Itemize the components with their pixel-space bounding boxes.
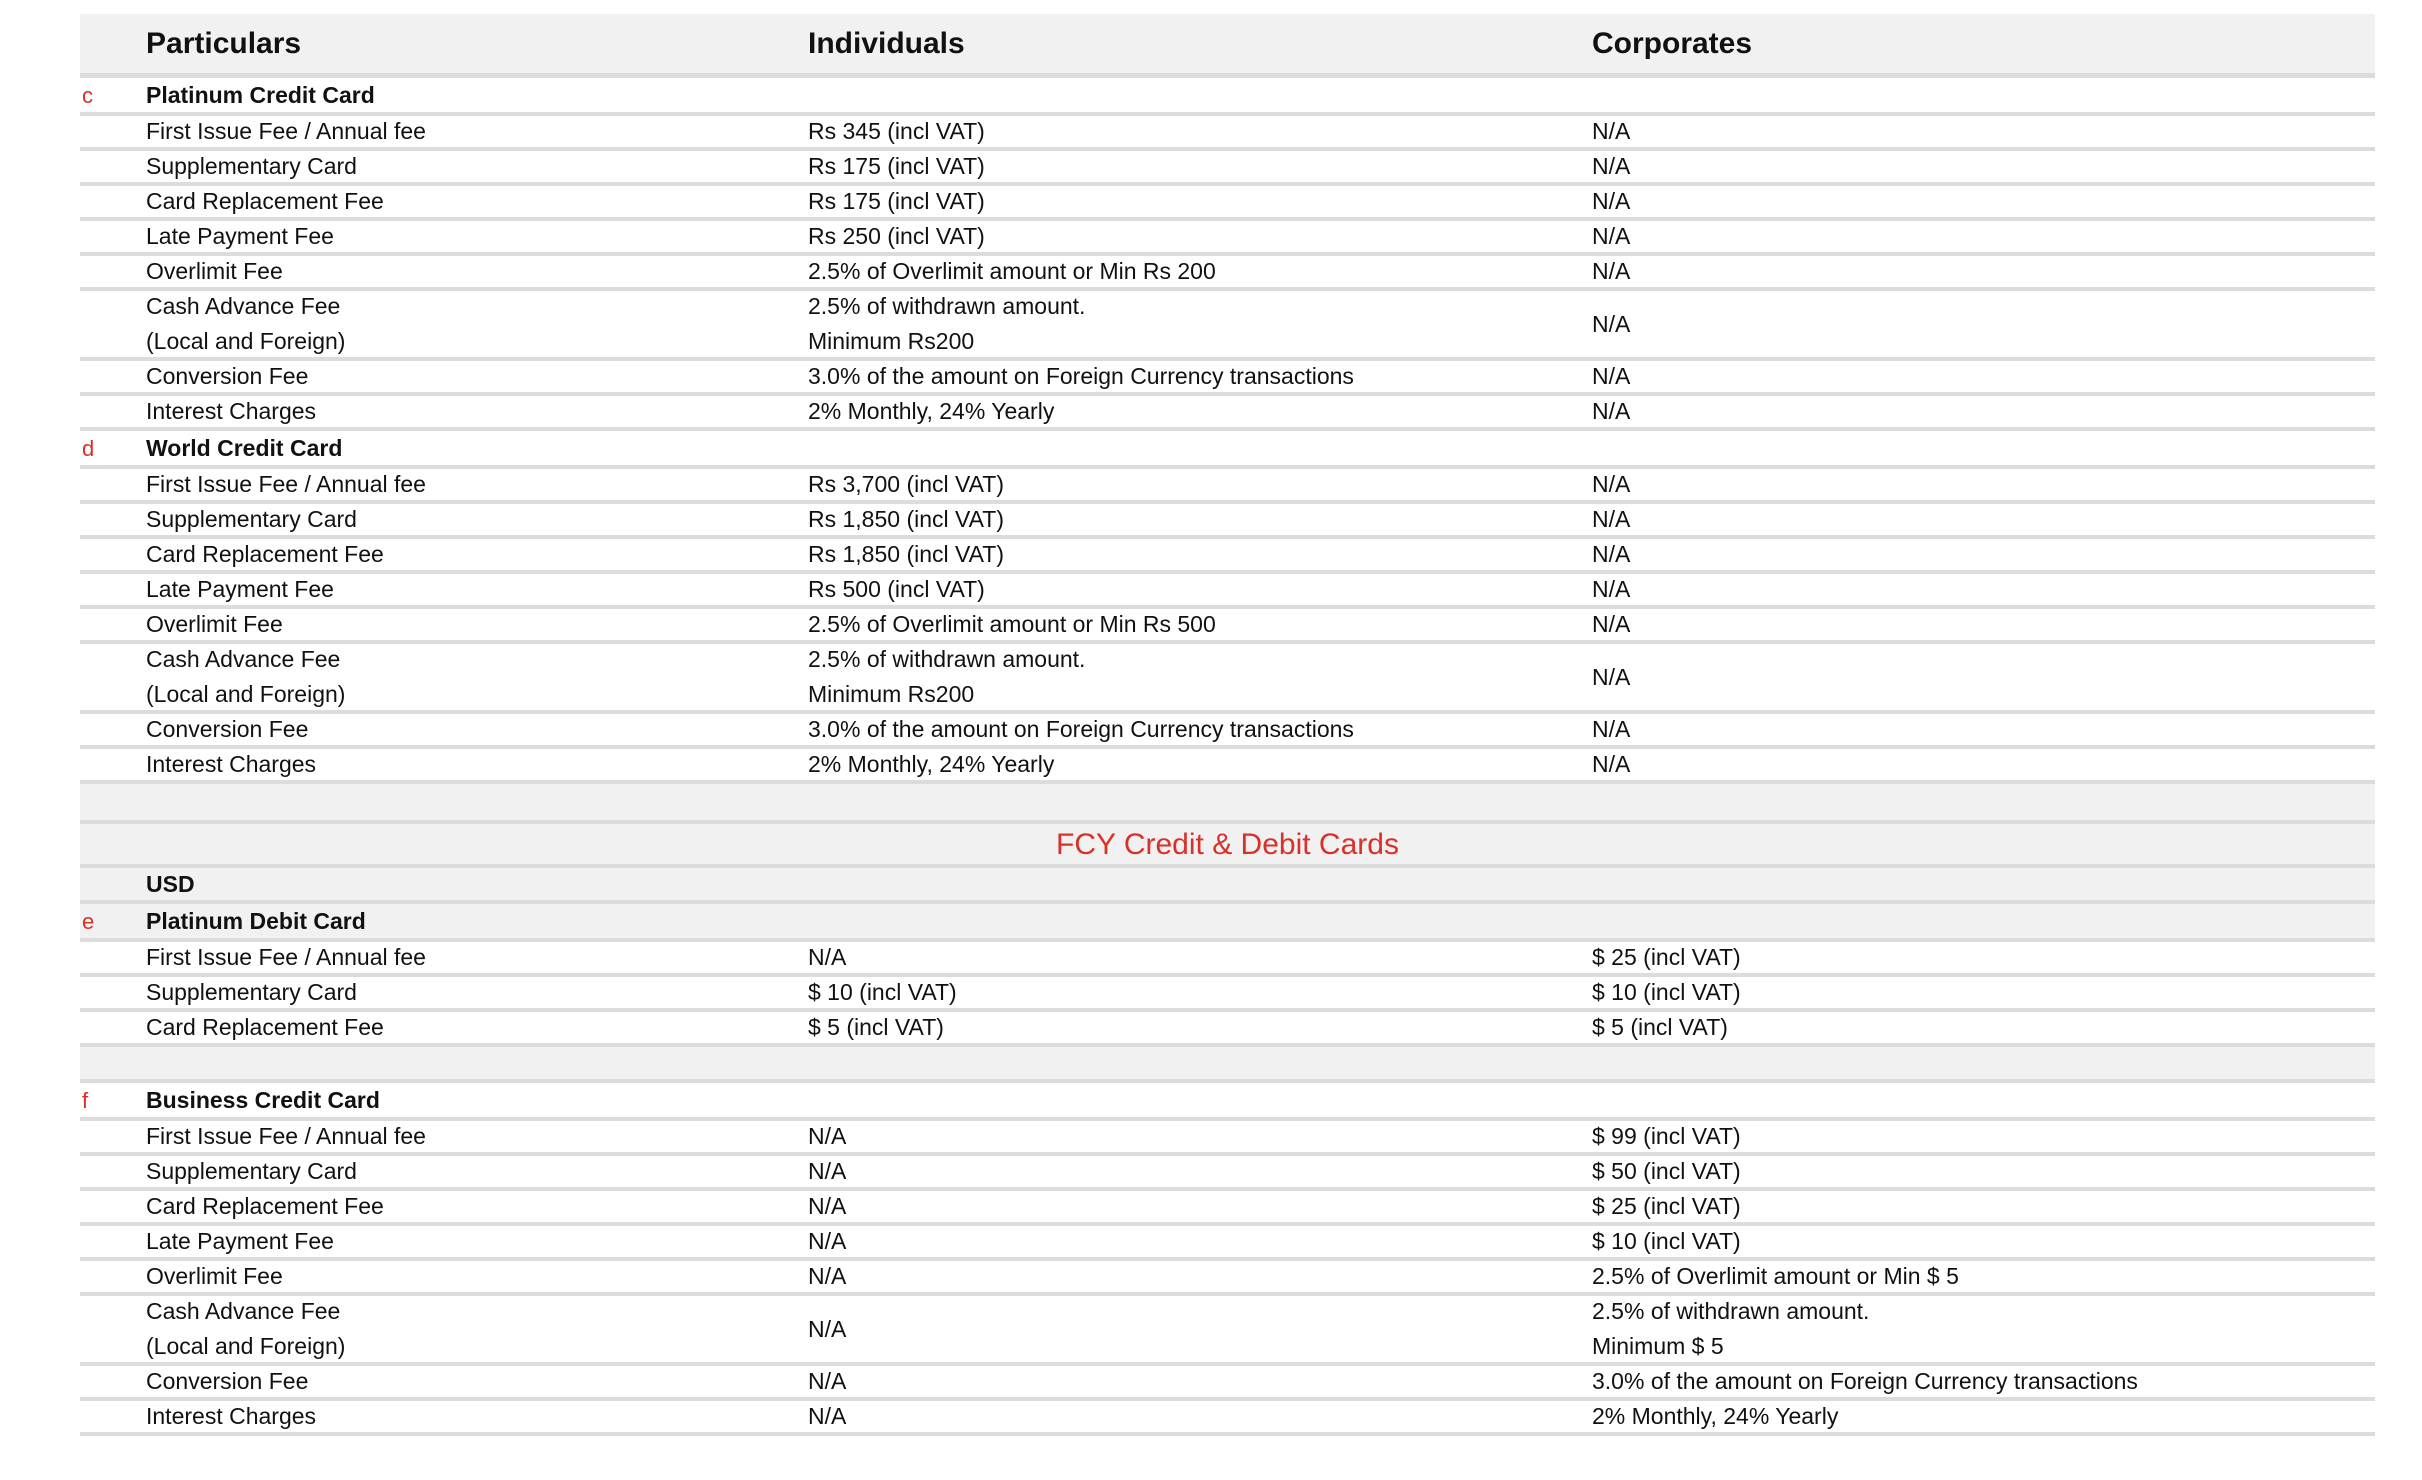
corporates-cell-line: N/A [1592, 188, 1631, 214]
individuals-cell [808, 396, 1578, 427]
particular-cell [146, 1366, 786, 1397]
individuals-cell-line: Rs 1,850 (incl VAT) [808, 541, 1004, 567]
table-row [80, 1226, 2375, 1261]
corporates-cell-line: N/A [1592, 398, 1631, 424]
particular-cell-line: First Issue Fee / Annual fee [146, 944, 426, 970]
individuals-cell-line: Rs 1,850 (incl VAT) [808, 506, 1004, 532]
individuals-cell-line: Minimum Rs200 [808, 328, 975, 354]
corporates-cell [1592, 256, 2352, 287]
individuals-cell [808, 609, 1578, 640]
corporates-cell-line: $ 25 (incl VAT) [1592, 1193, 1741, 1219]
table-row [80, 469, 2375, 504]
individuals-cell-line: Rs 175 (incl VAT) [808, 188, 985, 214]
table-row [80, 396, 2375, 431]
individuals-cell-line: N/A [808, 1123, 847, 1149]
individuals-cell [808, 151, 1578, 182]
corporates-cell [1592, 609, 2352, 640]
individuals-cell-line: Rs 3,700 (incl VAT) [808, 471, 1004, 497]
particular-cell [146, 361, 786, 392]
individuals-cell [808, 221, 1578, 252]
corporates-cell-line: N/A [1592, 223, 1631, 249]
corporates-cell [1592, 1226, 2352, 1257]
corporates-cell [1592, 1366, 2352, 1397]
particular-cell [146, 221, 786, 252]
particular-cell [146, 291, 786, 357]
section-title-row [80, 78, 2375, 116]
section-title: Platinum Credit Card [146, 81, 375, 108]
individuals-cell [808, 942, 1578, 973]
table-row [80, 942, 2375, 977]
particular-cell-line: First Issue Fee / Annual fee [146, 471, 426, 497]
particular-cell-line: Late Payment Fee [146, 223, 334, 249]
particular-cell [146, 1261, 786, 1292]
particular-cell [146, 504, 786, 535]
corporates-cell [1592, 574, 2352, 605]
individuals-cell [808, 1156, 1578, 1187]
individuals-cell [808, 1296, 1578, 1362]
fcy-banner: FCY Credit & Debit Cards [1056, 827, 1399, 861]
particular-cell-line: Card Replacement Fee [146, 188, 384, 214]
particular-cell-line: Cash Advance Fee [146, 1298, 341, 1324]
particular-cell-line: Interest Charges [146, 751, 317, 777]
corporates-cell-line: N/A [1592, 663, 1631, 690]
individuals-cell [808, 291, 1578, 357]
corporates-cell-line: Minimum $ 5 [1592, 1333, 1724, 1359]
individuals-cell-line: Rs 175 (incl VAT) [808, 153, 985, 179]
header-corporates: Corporates [1592, 27, 1753, 60]
particular-cell-line: Cash Advance Fee [146, 293, 341, 319]
corporates-cell [1592, 116, 2352, 147]
individuals-cell-line: N/A [808, 1368, 847, 1394]
particular-cell-line: Conversion Fee [146, 363, 309, 389]
table-row [80, 1121, 2375, 1156]
corporates-cell [1592, 942, 2352, 973]
spacer-row [80, 784, 2375, 824]
spacer-row [80, 1047, 2375, 1083]
individuals-cell [808, 1261, 1578, 1292]
particular-cell-line: Interest Charges [146, 1403, 317, 1429]
individuals-cell-line: 2% Monthly, 24% Yearly [808, 751, 1055, 777]
individuals-cell [808, 504, 1578, 535]
particular-cell [146, 469, 786, 500]
particular-cell-line: Supplementary Card [146, 506, 357, 532]
corporates-cell-line: N/A [1592, 716, 1631, 742]
corporates-cell-line: 2% Monthly, 24% Yearly [1592, 1403, 1839, 1429]
table-row [80, 1156, 2375, 1191]
particular-cell [146, 609, 786, 640]
section-title: Business Credit Card [146, 1086, 380, 1113]
individuals-cell [808, 749, 1578, 780]
corporates-cell-line: N/A [1592, 258, 1631, 284]
table-row [80, 574, 2375, 609]
particular-cell-line: Overlimit Fee [146, 1263, 283, 1289]
corporates-cell [1592, 539, 2352, 570]
corporates-cell [1592, 714, 2352, 745]
individuals-cell-line: 2.5% of withdrawn amount. [808, 293, 1086, 319]
table-header-row [80, 14, 2375, 78]
corporates-cell [1592, 151, 2352, 182]
particular-cell-line: Supplementary Card [146, 979, 357, 1005]
particular-cell [146, 1296, 786, 1362]
table-row [80, 221, 2375, 256]
corporates-cell-line: N/A [1592, 363, 1631, 389]
individuals-cell [808, 469, 1578, 500]
individuals-cell [808, 1366, 1578, 1397]
corporates-cell [1592, 1401, 2352, 1432]
particular-cell-line: (Local and Foreign) [146, 1333, 346, 1359]
individuals-cell-line: Minimum Rs200 [808, 681, 975, 707]
particular-cell-line: First Issue Fee / Annual fee [146, 1123, 426, 1149]
table-row [80, 1012, 2375, 1047]
corporates-cell [1592, 361, 2352, 392]
individuals-cell-line: Rs 500 (incl VAT) [808, 576, 985, 602]
particular-cell-line: Card Replacement Fee [146, 541, 384, 567]
corporates-cell [1592, 469, 2352, 500]
particular-cell-line: Conversion Fee [146, 1368, 309, 1394]
particular-cell [146, 1191, 786, 1222]
individuals-cell [808, 574, 1578, 605]
table-row [80, 714, 2375, 749]
individuals-cell-line: $ 10 (incl VAT) [808, 979, 957, 1005]
corporates-cell-line: N/A [1592, 506, 1631, 532]
usd-label: USD [146, 870, 195, 897]
section-marker: c [82, 82, 93, 108]
individuals-cell [808, 361, 1578, 392]
individuals-cell-line: N/A [808, 1315, 847, 1342]
particular-cell-line: (Local and Foreign) [146, 681, 346, 707]
particular-cell [146, 151, 786, 182]
particular-cell [146, 977, 786, 1008]
corporates-cell [1592, 977, 2352, 1008]
corporates-cell-line: N/A [1592, 118, 1631, 144]
individuals-cell [808, 116, 1578, 147]
table-row [80, 116, 2375, 151]
table-row [80, 151, 2375, 186]
particular-cell-line: Late Payment Fee [146, 576, 334, 602]
corporates-cell-line: N/A [1592, 541, 1631, 567]
section-world-credit-card [80, 431, 2375, 784]
corporates-cell [1592, 504, 2352, 535]
individuals-cell [808, 186, 1578, 217]
corporates-cell [1592, 644, 2352, 710]
table-row [80, 1366, 2375, 1401]
table-row [80, 644, 2375, 714]
corporates-cell-line: N/A [1592, 576, 1631, 602]
individuals-cell [808, 1012, 1578, 1043]
corporates-cell [1592, 221, 2352, 252]
particular-cell [146, 1226, 786, 1257]
section-marker: e [82, 908, 95, 934]
individuals-cell-line: 2.5% of withdrawn amount. [808, 646, 1086, 672]
particular-cell-line: Card Replacement Fee [146, 1193, 384, 1219]
corporates-cell [1592, 1012, 2352, 1043]
particular-cell-line: Cash Advance Fee [146, 646, 341, 672]
corporates-cell-line: $ 25 (incl VAT) [1592, 944, 1741, 970]
usd-row [80, 868, 2375, 904]
particular-cell [146, 1156, 786, 1187]
corporates-cell-line: N/A [1592, 611, 1631, 637]
individuals-cell-line: N/A [808, 1193, 847, 1219]
section-platinum-debit-card [80, 904, 2375, 1047]
individuals-cell [808, 714, 1578, 745]
table-row [80, 1261, 2375, 1296]
particular-cell [146, 749, 786, 780]
particular-cell-line: Card Replacement Fee [146, 1014, 384, 1040]
particular-cell-line: (Local and Foreign) [146, 328, 346, 354]
corporates-cell-line: $ 50 (incl VAT) [1592, 1158, 1741, 1184]
individuals-cell [808, 1121, 1578, 1152]
individuals-cell [808, 1401, 1578, 1432]
corporates-cell-line: N/A [1592, 310, 1631, 337]
particular-cell-line: Conversion Fee [146, 716, 309, 742]
corporates-cell-line: $ 10 (incl VAT) [1592, 979, 1741, 1005]
table-row [80, 361, 2375, 396]
individuals-cell [808, 644, 1578, 710]
individuals-cell-line: 3.0% of the amount on Foreign Currency transactions [808, 716, 1354, 742]
particular-cell-line: Interest Charges [146, 398, 317, 424]
particular-cell [146, 116, 786, 147]
particular-cell-line: Late Payment Fee [146, 1228, 334, 1254]
individuals-cell [808, 977, 1578, 1008]
individuals-cell-line: N/A [808, 1263, 847, 1289]
particular-cell [146, 1401, 786, 1432]
particular-cell [146, 574, 786, 605]
particular-cell [146, 539, 786, 570]
corporates-cell-line: 3.0% of the amount on Foreign Currency transactions [1592, 1368, 2138, 1394]
individuals-cell [808, 539, 1578, 570]
corporates-cell [1592, 1156, 2352, 1187]
table-row [80, 1296, 2375, 1366]
fee-table [80, 14, 2375, 1436]
section-title: Platinum Debit Card [146, 907, 366, 934]
corporates-cell [1592, 291, 2352, 357]
corporates-cell-line: 2.5% of withdrawn amount. [1592, 1298, 1870, 1324]
individuals-cell-line: Rs 250 (incl VAT) [808, 223, 985, 249]
particular-cell [146, 1012, 786, 1043]
particular-cell [146, 256, 786, 287]
particular-cell [146, 714, 786, 745]
corporates-cell [1592, 1121, 2352, 1152]
individuals-cell-line: 2.5% of Overlimit amount or Min Rs 200 [808, 258, 1216, 284]
individuals-cell-line: N/A [808, 1228, 847, 1254]
table-row [80, 186, 2375, 221]
table-row [80, 749, 2375, 784]
particular-cell-line: Overlimit Fee [146, 611, 283, 637]
table-row [80, 291, 2375, 361]
corporates-cell-line: N/A [1592, 751, 1631, 777]
individuals-cell [808, 1191, 1578, 1222]
section-title: World Credit Card [146, 434, 343, 461]
corporates-cell [1592, 749, 2352, 780]
particular-cell [146, 186, 786, 217]
particular-cell-line: First Issue Fee / Annual fee [146, 118, 426, 144]
individuals-cell-line: 3.0% of the amount on Foreign Currency transactions [808, 363, 1354, 389]
particular-cell-line: Supplementary Card [146, 1158, 357, 1184]
individuals-cell [808, 256, 1578, 287]
table-row [80, 1401, 2375, 1436]
particular-cell-line: Overlimit Fee [146, 258, 283, 284]
corporates-cell-line: 2.5% of Overlimit amount or Min $ 5 [1592, 1263, 1959, 1289]
table-row [80, 1191, 2375, 1226]
table-row [80, 256, 2375, 291]
corporates-cell [1592, 1261, 2352, 1292]
section-marker: f [82, 1087, 89, 1113]
table-row [80, 504, 2375, 539]
individuals-cell [808, 1226, 1578, 1257]
corporates-cell-line: N/A [1592, 153, 1631, 179]
corporates-cell [1592, 396, 2352, 427]
table-row [80, 977, 2375, 1012]
corporates-cell-line: $ 99 (incl VAT) [1592, 1123, 1741, 1149]
individuals-cell-line: N/A [808, 944, 847, 970]
corporates-cell-line: N/A [1592, 471, 1631, 497]
table-row [80, 539, 2375, 574]
section-platinum-credit-card [80, 78, 2375, 431]
corporates-cell [1592, 1296, 2352, 1362]
section-title-row [80, 431, 2375, 469]
section-title-row [80, 1083, 2375, 1121]
header-particulars: Particulars [146, 27, 302, 60]
table-row [80, 609, 2375, 644]
individuals-cell-line: N/A [808, 1158, 847, 1184]
section-marker: d [82, 435, 95, 461]
corporates-cell-line: $ 5 (incl VAT) [1592, 1014, 1728, 1040]
individuals-cell-line: Rs 345 (incl VAT) [808, 118, 985, 144]
particular-cell [146, 396, 786, 427]
particular-cell [146, 644, 786, 710]
individuals-cell-line: N/A [808, 1403, 847, 1429]
section-title-row [80, 904, 2375, 942]
corporates-cell-line: $ 10 (incl VAT) [1592, 1228, 1741, 1254]
fcy-banner-row [80, 824, 2375, 868]
corporates-cell [1592, 1191, 2352, 1222]
individuals-cell-line: 2.5% of Overlimit amount or Min Rs 500 [808, 611, 1216, 637]
particular-cell [146, 1121, 786, 1152]
individuals-cell-line: $ 5 (incl VAT) [808, 1014, 944, 1040]
section-business-credit-card [80, 1083, 2375, 1436]
individuals-cell-line: 2% Monthly, 24% Yearly [808, 398, 1055, 424]
header-individuals: Individuals [808, 27, 965, 60]
corporates-cell [1592, 186, 2352, 217]
particular-cell [146, 942, 786, 973]
particular-cell-line: Supplementary Card [146, 153, 357, 179]
